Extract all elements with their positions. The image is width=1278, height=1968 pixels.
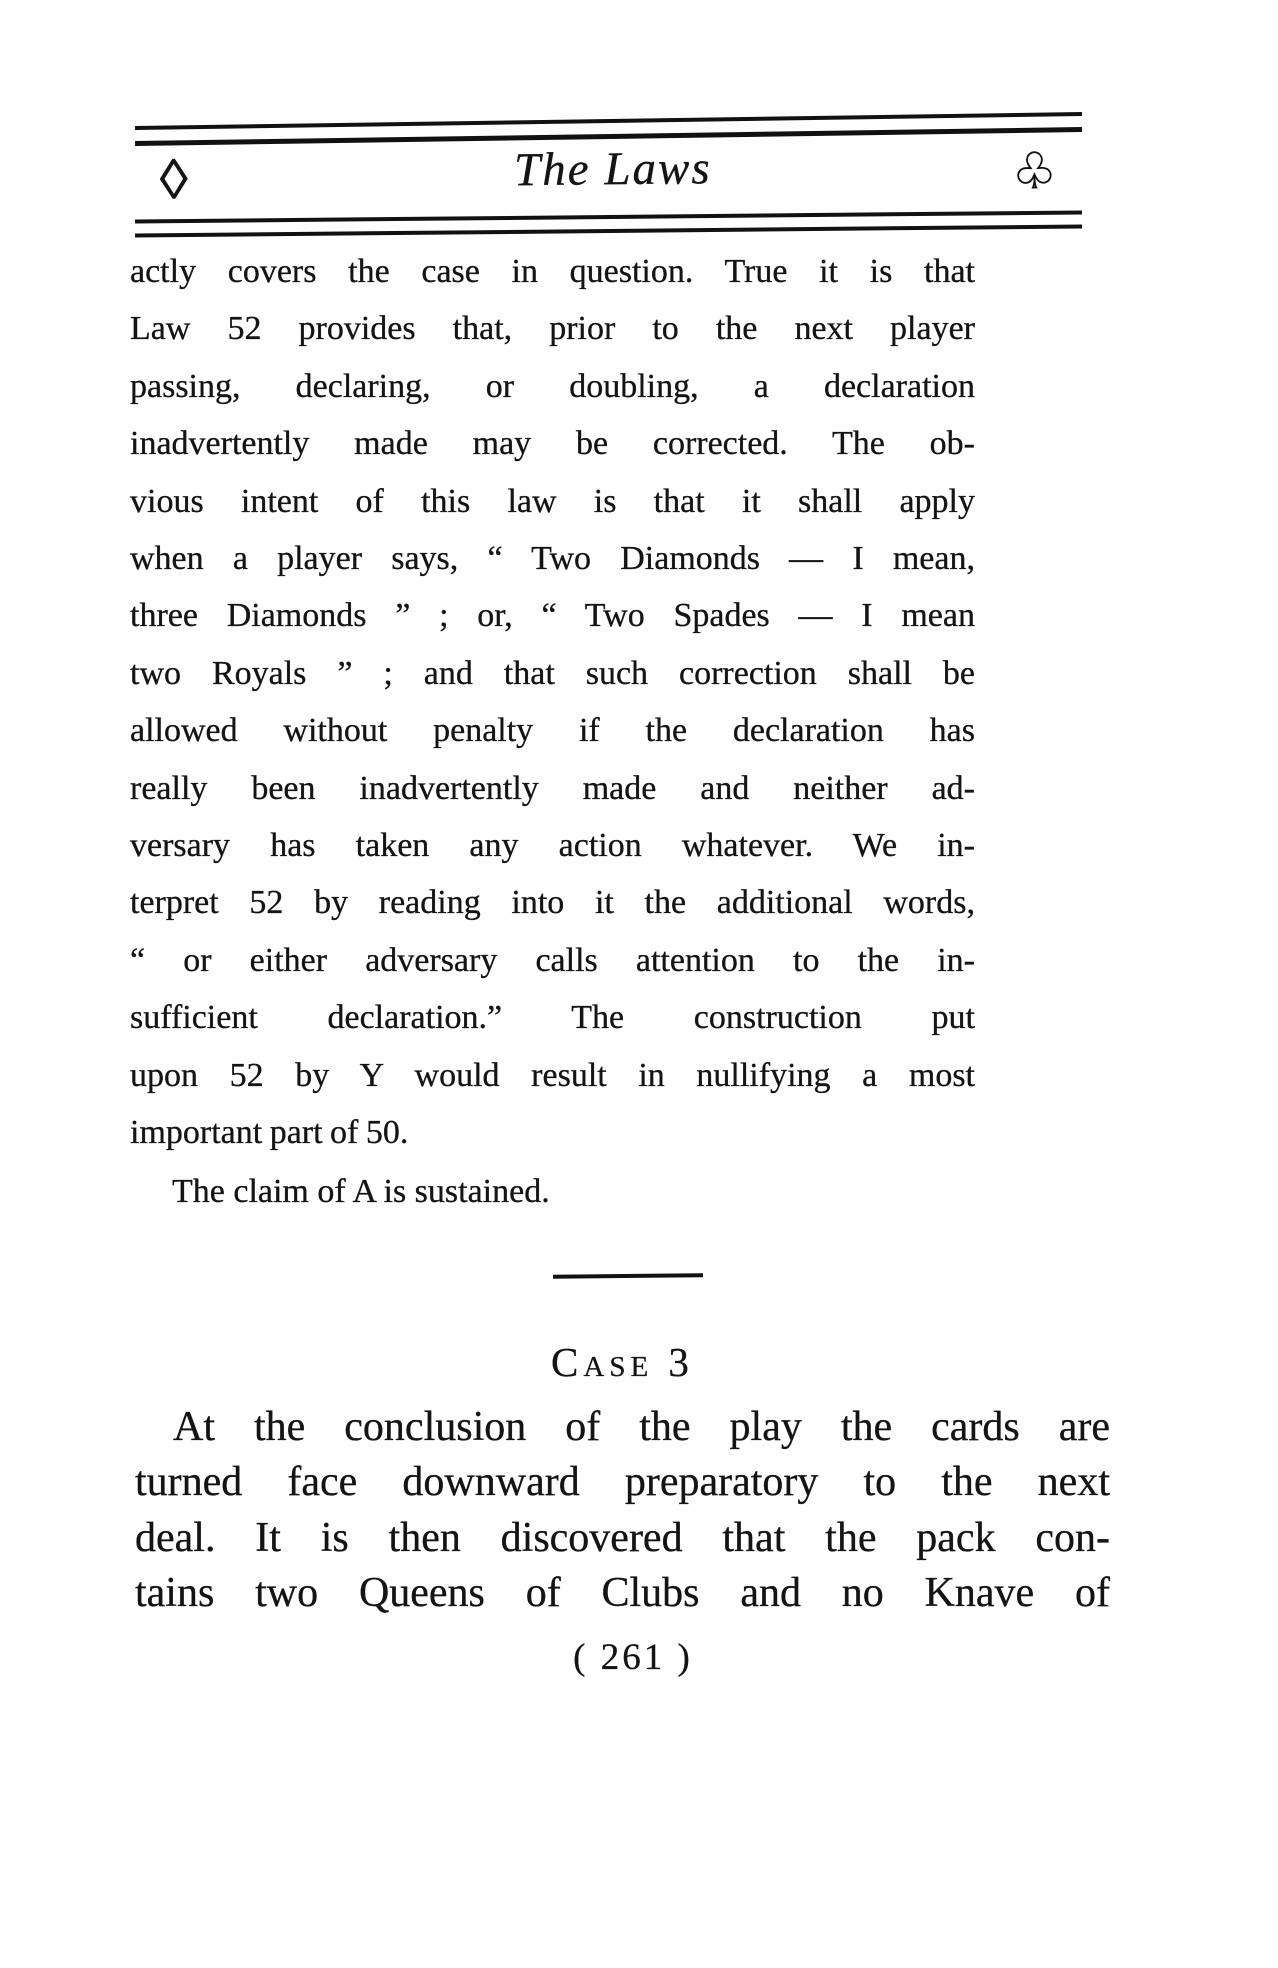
body-paragraph-1: [130, 243, 975, 1162]
ruling-line: The claim of A is sustained.: [172, 1173, 550, 1210]
club-suit-icon: ♧: [1011, 142, 1058, 200]
paragraph-line: vious intent of this law is that it shall apply: [130, 482, 975, 520]
paragraph-line: important part of 50.: [130, 1114, 409, 1152]
running-head: [0, 134, 1278, 226]
paragraph-line: inadvertently made may be corrected. The ob-: [130, 425, 975, 463]
section-divider-rule: [553, 1273, 703, 1279]
page-title: The Laws: [513, 142, 712, 197]
paragraph-line: “ or either adversary calls attention to the in-: [130, 941, 975, 979]
page-number: ( 261 ): [573, 1637, 693, 1678]
paragraph-line: two Royals ” ; and that such correction shall be: [130, 654, 975, 692]
paragraph-line: versary has taken any action whatever. We in-: [130, 827, 975, 865]
paragraph-line: At the conclusion of the play the cards are: [173, 1404, 1110, 1450]
paragraph-line: turned face downward preparatory to the next: [135, 1459, 1110, 1506]
diamond-suit-icon: ◊: [159, 149, 188, 212]
paragraph-line: passing, declaring, or doubling, a declaration: [130, 367, 975, 405]
paragraph-line: allowed without penalty if the declaration has: [130, 712, 975, 750]
paragraph-line: Law 52 provides that, prior to the next player: [130, 310, 975, 348]
paragraph-line: actly covers the case in question. True it is that: [130, 253, 975, 290]
header-top-rule-1: [135, 112, 1082, 130]
paragraph-line: terpret 52 by reading into it the additional words,: [130, 884, 975, 922]
paragraph-line: deal. It is then discovered that the pack con-: [135, 1514, 1110, 1561]
paragraph-line: really been inadvertently made and neither ad-: [130, 769, 975, 807]
paragraph-line: three Diamonds ” ; or, “ Two Spades — I mean: [130, 597, 975, 635]
case-heading: Case 3: [551, 1339, 694, 1385]
paragraph-line: sufficient declaration.” The construction put: [130, 999, 975, 1037]
body-paragraph-2: [135, 1400, 1110, 1622]
header-bottom-rule-2: [135, 224, 1082, 237]
paragraph-line: upon 52 by Y would result in nullifying a most: [130, 1056, 975, 1094]
paragraph-line: tains two Queens of Clubs and no Knave of: [135, 1570, 1110, 1617]
paragraph-line: when a player says, “ Two Diamonds — I mean,: [130, 540, 975, 578]
